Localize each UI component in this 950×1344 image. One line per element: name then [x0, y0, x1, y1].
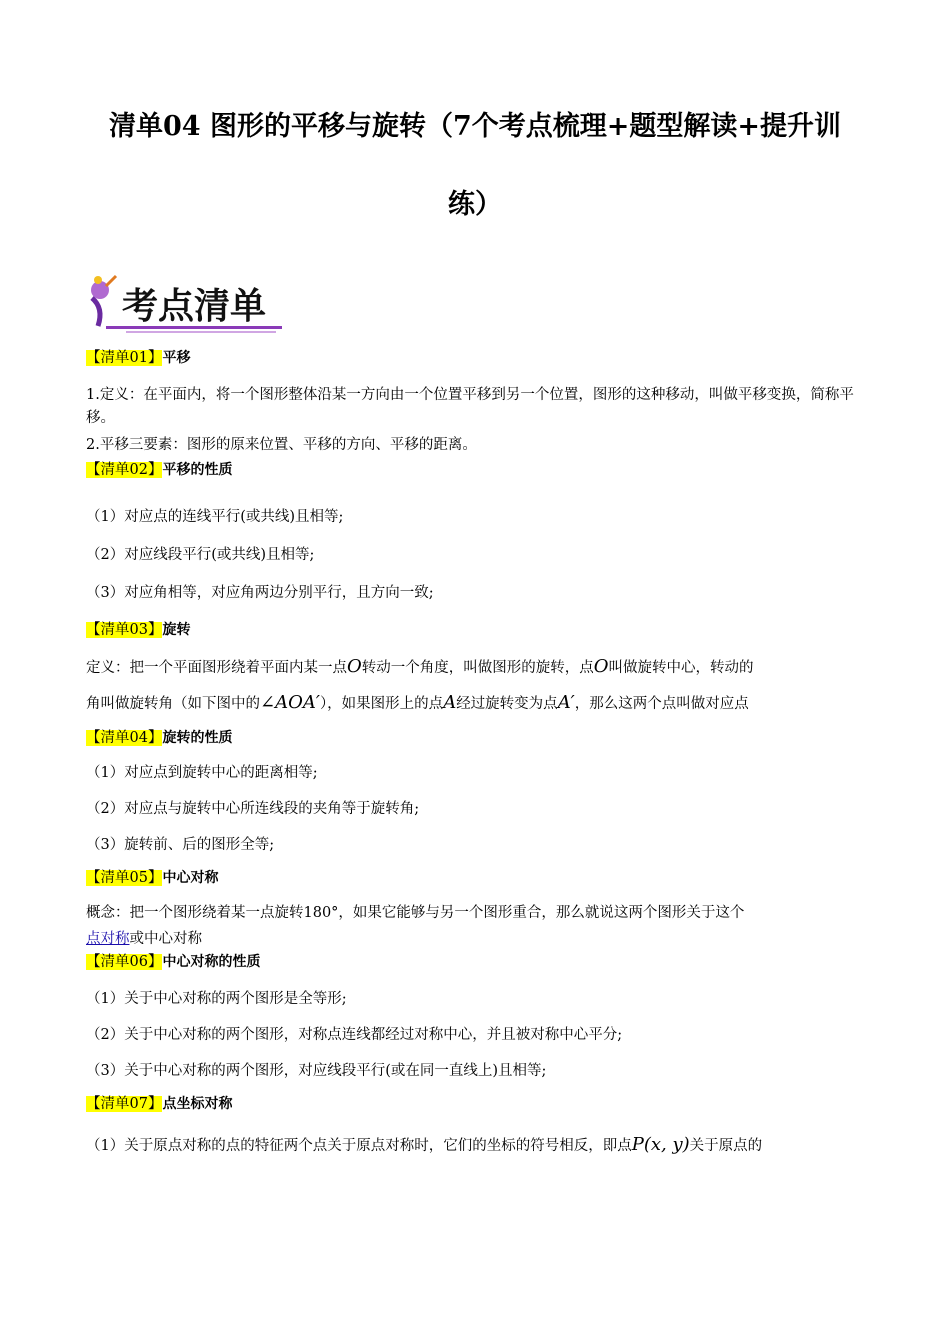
- s2-item-2: （2）对应线段平行(或共线)且相等;: [86, 547, 315, 563]
- s4-item-1: （1）对应点到旋转中心的距离相等;: [86, 765, 318, 781]
- s6-item-1: （1）关于中心对称的两个图形是全等形;: [86, 991, 347, 1007]
- section-heading-03: 【清单03】旋转: [86, 622, 191, 638]
- section-heading-04: 【清单04】旋转的性质: [86, 730, 233, 746]
- s3-line-1: 定义：把一个平面图形绕着平面内某一点O转动一个角度，叫做图形的旋转，点O叫做旋转中心，转动的: [86, 656, 754, 677]
- title-line-2: 练）: [448, 189, 502, 220]
- s1-definition: 1.定义：在平面内，将一个图形整体沿某一方向由一个位置平移到另一个位置，图形的这种移动，叫做平移变换，简称平移。: [86, 387, 854, 426]
- s4-item-3: （3）旋转前、后的图形全等;: [86, 837, 275, 853]
- section-heading-02: 【清单02】平移的性质: [86, 462, 233, 478]
- s2-item-3: （3）对应角相等，对应角两边分别平行，且方向一致;: [86, 585, 434, 601]
- s6-item-2: （2）关于中心对称的两个图形，对称点连线都经过对称中心，并且被对称中心平分;: [86, 1027, 623, 1043]
- s3-line-2: 角叫做旋转角（如下图中的∠AOA′），如果图形上的点A经过旋转变为点A′，那么这两个点叫做对应点: [86, 692, 749, 713]
- document-title: [60, 88, 890, 244]
- s6-item-3: （3）关于中心对称的两个图形，对应线段平行(或在同一直线上)且相等;: [86, 1063, 547, 1079]
- logo-text: 考点清单: [122, 285, 267, 327]
- s5-line-1: 概念：把一个图形绕着某一点旋转180°，如果它能够与另一个图形重合，那么就说这两个图形关于这个: [86, 905, 745, 921]
- title-line-1: 清单04 图形的平移与旋转（7个考点梳理+题型解读+提升训: [108, 111, 841, 142]
- section-heading-06: 【清单06】中心对称的性质: [86, 954, 261, 970]
- s5-line-2: 点对称或中心对称: [86, 931, 202, 947]
- s1-elements: 2.平移三要素：图形的原来位置、平移的方向、平移的距离。: [86, 437, 477, 453]
- section-heading-01: 【清单01】平移: [86, 350, 191, 366]
- section-heading-07: 【清单07】点坐标对称: [86, 1096, 233, 1112]
- point-symmetry-link[interactable]: 点对称: [86, 931, 130, 947]
- s7-line-1: （1）关于原点对称的点的特征两个点关于原点对称时，它们的坐标的符号相反，即点P(x, y)关于原点的: [86, 1134, 763, 1155]
- section-heading-05: 【清单05】中心对称: [86, 870, 219, 886]
- s4-item-2: （2）对应点与旋转中心所连线段的夹角等于旋转角;: [86, 801, 420, 817]
- exam-points-logo: [86, 268, 286, 338]
- s2-item-1: （1）对应点的连线平行(或共线)且相等;: [86, 509, 344, 525]
